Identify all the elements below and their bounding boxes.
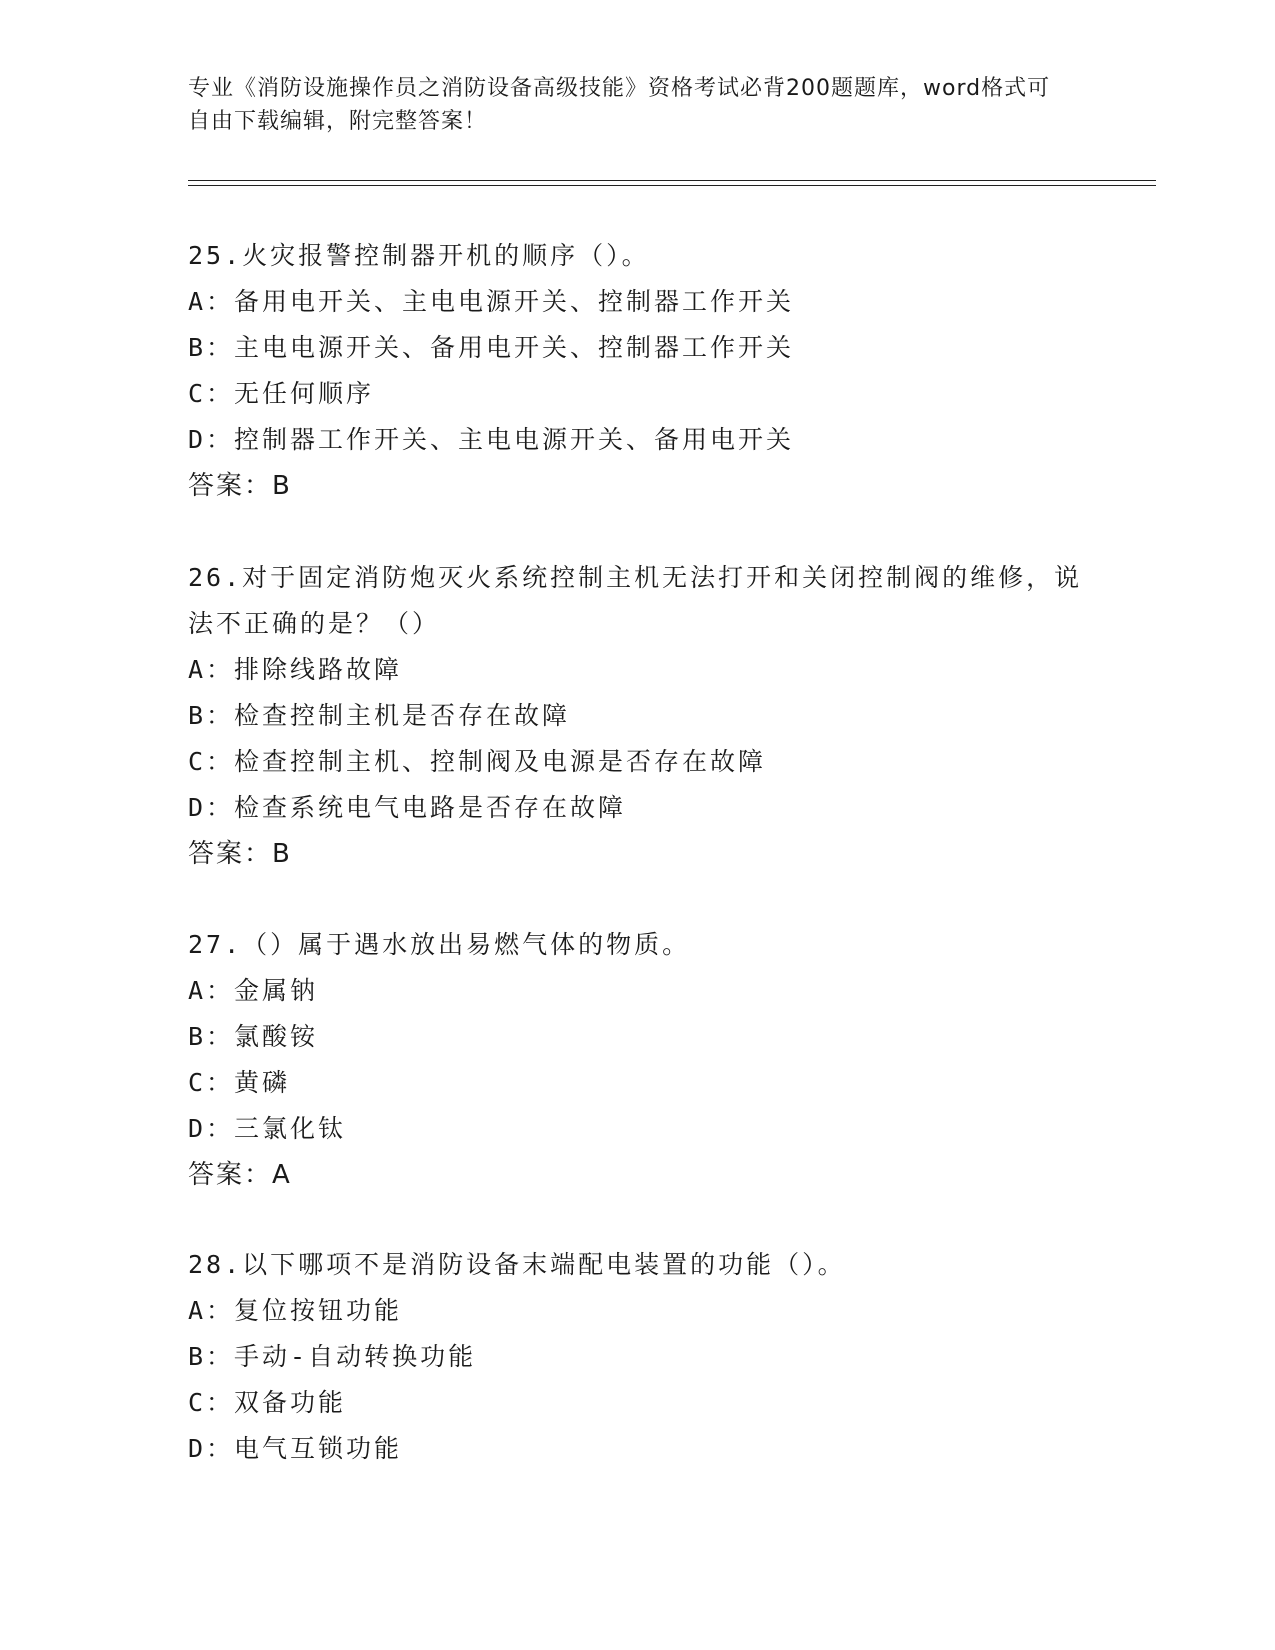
question-25 bbox=[188, 233, 1088, 509]
option-d: D：三氯化钛 bbox=[188, 1114, 347, 1143]
option-d: D：检查系统电气电路是否存在故障 bbox=[188, 793, 627, 822]
option-d: D：电气互锁功能 bbox=[188, 1434, 403, 1463]
option-b: B：氯酸铵 bbox=[188, 1022, 319, 1051]
question-stem: 28.以下哪项不是消防设备末端配电装置的功能（）。 bbox=[188, 1250, 846, 1279]
question-stem: 25.火灾报警控制器开机的顺序（）。 bbox=[188, 241, 650, 270]
header-divider-top bbox=[188, 180, 1156, 181]
answer-label: 答案：B bbox=[188, 471, 292, 501]
option-c: C：无任何顺序 bbox=[188, 379, 375, 408]
answer-label: 答案：B bbox=[188, 839, 292, 869]
answer-label: 答案：A bbox=[188, 1160, 292, 1190]
question-27 bbox=[188, 922, 1088, 1198]
question-stem: 27.（）属于遇水放出易燃气体的物质。 bbox=[188, 930, 691, 959]
option-c: C：黄磷 bbox=[188, 1068, 291, 1097]
option-c: C：检查控制主机、控制阀及电源是否存在故障 bbox=[188, 747, 767, 776]
header-divider-bottom bbox=[188, 185, 1156, 186]
option-a: A：排除线路故障 bbox=[188, 655, 403, 684]
option-d: D：控制器工作开关、主电电源开关、备用电开关 bbox=[188, 425, 795, 454]
question-26 bbox=[188, 555, 1088, 877]
question-28 bbox=[188, 1242, 1088, 1472]
option-b: B：主电电源开关、备用电开关、控制器工作开关 bbox=[188, 333, 795, 362]
option-a: A：备用电开关、主电电源开关、控制器工作开关 bbox=[188, 287, 795, 316]
document-header: 专业《消防设施操作员之消防设备高级技能》资格考试必背200题题库，word格式可自由下载编辑，附完整答案！ bbox=[188, 76, 1051, 134]
option-b: B：手动-自动转换功能 bbox=[188, 1342, 477, 1371]
option-b: B：检查控制主机是否存在故障 bbox=[188, 701, 571, 730]
option-a: A：复位按钮功能 bbox=[188, 1296, 403, 1325]
option-c: C：双备功能 bbox=[188, 1388, 347, 1417]
question-stem: 26.对于固定消防炮灭火系统控制主机无法打开和关闭控制阀的维修，说法不正确的是？（） bbox=[188, 563, 1083, 638]
option-a: A：金属钠 bbox=[188, 976, 319, 1005]
